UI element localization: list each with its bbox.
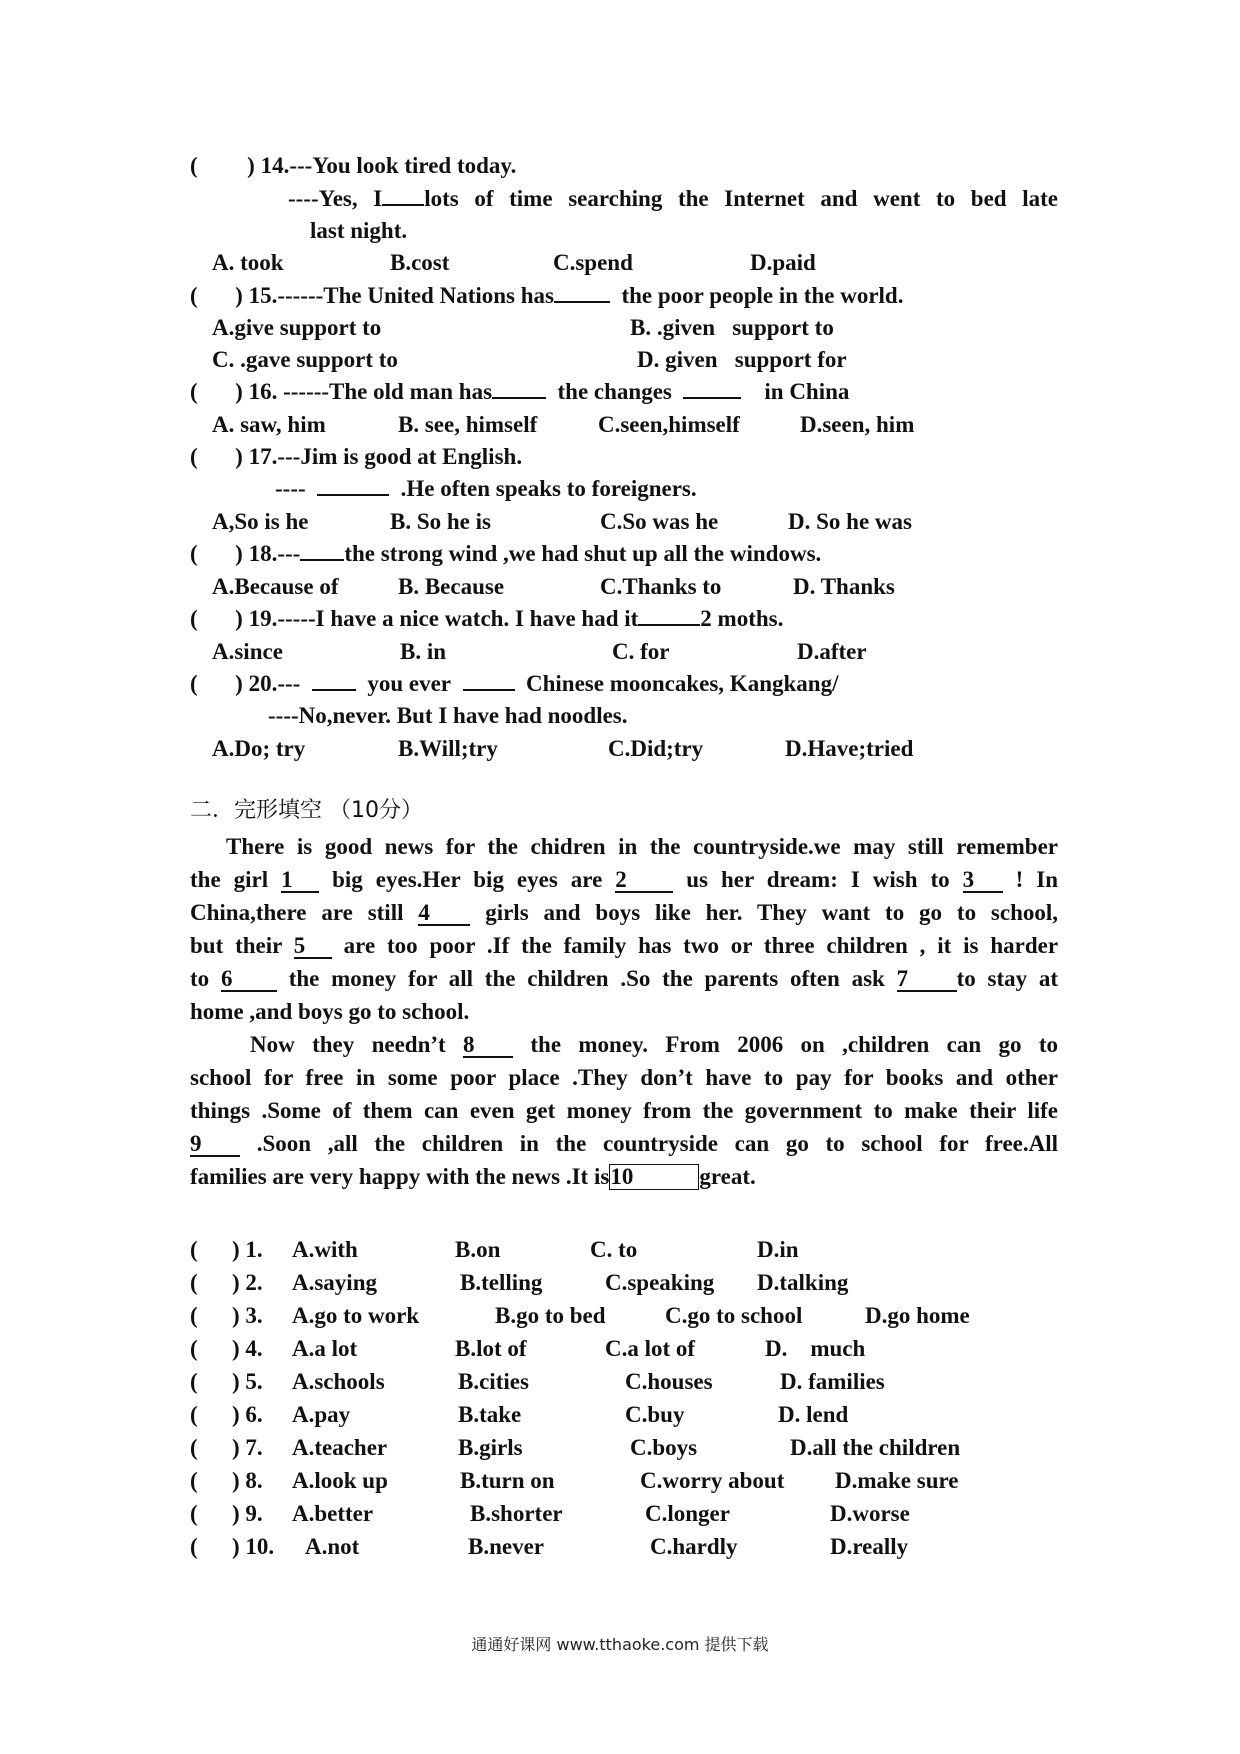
cloze-line: 9 .Soon ,all the children in the countryside can go to school for free.All xyxy=(190,1131,1058,1156)
option-c: C.speaking xyxy=(605,1270,715,1295)
item-number: ) 6. xyxy=(232,1402,263,1427)
cloze-line: things .Some of them can even get money from the government to make their life xyxy=(190,1098,1058,1123)
option-a: A.Do; try xyxy=(212,736,306,761)
section-heading: 二．完形填空 （10分） xyxy=(190,798,423,823)
blank-5: 5 xyxy=(294,935,332,959)
option-c: C.buy xyxy=(625,1402,685,1427)
option-b: B.cost xyxy=(390,250,450,275)
question-14 xyxy=(190,152,516,180)
option-a: A.with xyxy=(292,1237,358,1262)
blank-9: 9 xyxy=(190,1133,240,1157)
question-14-reply: ----Yes, I lots of time searching the Internet and went to bed late xyxy=(288,186,1058,211)
option-a: A.schools xyxy=(292,1369,385,1394)
footer-credit: 通通好课网 www.tthaoke.com 提供下载 xyxy=(471,1635,769,1654)
option-d: D. So he was xyxy=(788,509,912,534)
option-a: A.go to work xyxy=(292,1303,420,1328)
question-17: ( ) 17.---Jim is good at English. xyxy=(190,444,523,469)
option-c: C.Did;try xyxy=(608,736,704,761)
option-c: C.hardly xyxy=(650,1534,738,1559)
option-a: A.not xyxy=(305,1534,360,1559)
blank xyxy=(683,397,741,399)
question-18: ( ) 18.--- the strong wind ,we had shut up all the windows. xyxy=(190,541,822,566)
answer-paren: ( xyxy=(190,1435,198,1460)
option-d: D.paid xyxy=(750,250,816,275)
option-c: C. to xyxy=(590,1237,638,1262)
option-b: B.never xyxy=(468,1534,545,1559)
blank xyxy=(382,204,424,206)
blank-2: 2 xyxy=(615,869,673,893)
option-c: C. .gave support to xyxy=(212,347,398,372)
question-17-reply: ---- .He often speaks to foreigners. xyxy=(275,476,697,501)
option-b: B.lot of xyxy=(455,1336,527,1361)
blank xyxy=(554,301,610,303)
option-b: B.cities xyxy=(458,1369,529,1394)
option-b: B. .given support to xyxy=(630,315,834,340)
option-d: D.talking xyxy=(757,1270,849,1295)
option-d: D. families xyxy=(780,1369,885,1394)
item-number: ) 4. xyxy=(232,1336,263,1361)
blank xyxy=(317,494,389,496)
answer-paren: ( xyxy=(190,1336,198,1361)
answer-paren: ( xyxy=(190,1402,198,1427)
answer-paren: ( xyxy=(190,1270,198,1295)
cloze-line: families are very happy with the news .It is10 great. xyxy=(190,1164,756,1189)
option-a: A.look up xyxy=(292,1468,388,1493)
option-b: B. Because xyxy=(398,574,505,599)
option-a: A.Because of xyxy=(212,574,339,599)
cloze-line: but their 5 are too poor .If the family has two or three children , it is harder xyxy=(190,933,1059,958)
option-c: C.longer xyxy=(645,1501,730,1526)
cloze-line: the girl 1 big eyes.Her big eyes are 2 us her dream: I wish to 3 ! In xyxy=(190,867,1059,892)
item-number: ) 5. xyxy=(232,1369,263,1394)
item-number: ) 2. xyxy=(232,1270,263,1295)
option-c: C.boys xyxy=(630,1435,698,1460)
answer-paren: ( xyxy=(190,1369,198,1394)
question-16: ( ) 16. ------The old man has the changes in China xyxy=(190,379,850,404)
option-c: C.a lot of xyxy=(605,1336,696,1361)
item-number: ) 10. xyxy=(232,1534,275,1559)
blank-3: 3 xyxy=(963,869,1003,893)
question-15: ( ) 15.------The United Nations has the poor people in the world. xyxy=(190,283,904,308)
option-d: D. much xyxy=(765,1336,866,1361)
blank-10: 10 xyxy=(609,1164,699,1190)
answer-paren: ( xyxy=(190,1303,198,1328)
option-c: C.go to school xyxy=(665,1303,803,1328)
option-c: C.houses xyxy=(625,1369,713,1394)
option-b: B.Will;try xyxy=(398,736,498,761)
blank-7: 7 xyxy=(897,968,957,992)
option-b: B. So he is xyxy=(390,509,491,534)
question-20: ( ) 20.--- you ever Chinese mooncakes, Kangkang/ xyxy=(190,671,839,696)
option-a: A. saw, him xyxy=(212,412,326,437)
option-d: D.worse xyxy=(830,1501,910,1526)
question-14-reply-cont: last night. xyxy=(310,218,408,243)
answer-paren: ( xyxy=(190,1501,198,1526)
option-a: A.teacher xyxy=(292,1435,388,1460)
question-19: ( ) 19.-----I have a nice watch. I have had it 2 moths. xyxy=(190,606,784,631)
option-d: D.in xyxy=(757,1237,799,1262)
blank xyxy=(300,559,344,561)
option-b: B.on xyxy=(455,1237,501,1262)
blank-4: 4 xyxy=(418,902,470,926)
option-c: C.spend xyxy=(553,250,633,275)
answer-paren: ( xyxy=(190,1468,198,1493)
option-d: D. lend xyxy=(778,1402,849,1427)
item-number: ) 7. xyxy=(232,1435,263,1460)
cloze-line: home ,and boys go to school. xyxy=(190,999,470,1024)
blank xyxy=(463,689,515,691)
cloze-line: Now they needn’t 8 the money. From 2006 on ,children can go to xyxy=(250,1032,1058,1057)
option-a: A.saying xyxy=(292,1270,377,1295)
blank xyxy=(638,624,700,626)
option-d: D.Have;tried xyxy=(785,736,914,761)
option-d: D.really xyxy=(830,1534,909,1559)
answer-paren: ( xyxy=(190,153,198,178)
option-a: A. took xyxy=(212,250,284,275)
option-a: A.give support to xyxy=(212,315,382,340)
option-b: B.turn on xyxy=(460,1468,555,1493)
option-a: A.since xyxy=(212,639,283,664)
cloze-line: school for free in some poor place .They don’t have to pay for books and other xyxy=(190,1065,1058,1090)
option-d: D.all the children xyxy=(790,1435,961,1460)
option-d: D.make sure xyxy=(835,1468,959,1493)
option-d: D.go home xyxy=(865,1303,970,1328)
answer-paren-close: ) xyxy=(247,153,255,178)
option-c: C.So was he xyxy=(600,509,719,534)
blank xyxy=(312,689,356,691)
item-number: ) 8. xyxy=(232,1468,263,1493)
question-text: 14.---You look tired today. xyxy=(260,153,517,178)
option-c: C.Thanks to xyxy=(600,574,722,599)
option-c: C.seen,himself xyxy=(598,412,740,437)
item-number: ) 3. xyxy=(232,1303,263,1328)
option-a: A,So is he xyxy=(212,509,309,534)
option-b: B.take xyxy=(458,1402,522,1427)
option-d: D. given support for xyxy=(637,347,847,372)
option-d: D.seen, him xyxy=(800,412,915,437)
option-a: A.pay xyxy=(292,1402,351,1427)
answer-paren: ( xyxy=(190,1534,198,1559)
option-b: B. see, himself xyxy=(398,412,538,437)
blank xyxy=(492,397,546,399)
answer-paren: ( xyxy=(190,1237,198,1262)
cloze-line: to 6 the money for all the children .So the parents often ask 7 to stay at xyxy=(190,966,1059,991)
option-a: A.a lot xyxy=(292,1336,358,1361)
item-number: ) 9. xyxy=(232,1501,263,1526)
question-20-reply: ----No,never. But I have had noodles. xyxy=(268,703,628,728)
option-c: C. for xyxy=(612,639,670,664)
item-number: ) 1. xyxy=(232,1237,263,1262)
option-b: B.go to bed xyxy=(495,1303,606,1328)
blank-8: 8 xyxy=(463,1034,513,1058)
option-b: B. in xyxy=(400,639,447,664)
option-d: D.after xyxy=(797,639,867,664)
option-b: B.shorter xyxy=(470,1501,563,1526)
cloze-line: China,there are still 4 girls and boys like her. They want to go to school, xyxy=(190,900,1059,925)
cloze-line: There is good news for the chidren in the countryside.we may still remember xyxy=(226,834,1058,859)
blank-6: 6 xyxy=(221,968,277,992)
blank-1: 1 xyxy=(281,869,319,893)
option-b: B.girls xyxy=(458,1435,523,1460)
option-b: B.telling xyxy=(460,1270,543,1295)
option-c: C.worry about xyxy=(640,1468,785,1493)
option-a: A.better xyxy=(292,1501,374,1526)
option-d: D. Thanks xyxy=(793,574,895,599)
